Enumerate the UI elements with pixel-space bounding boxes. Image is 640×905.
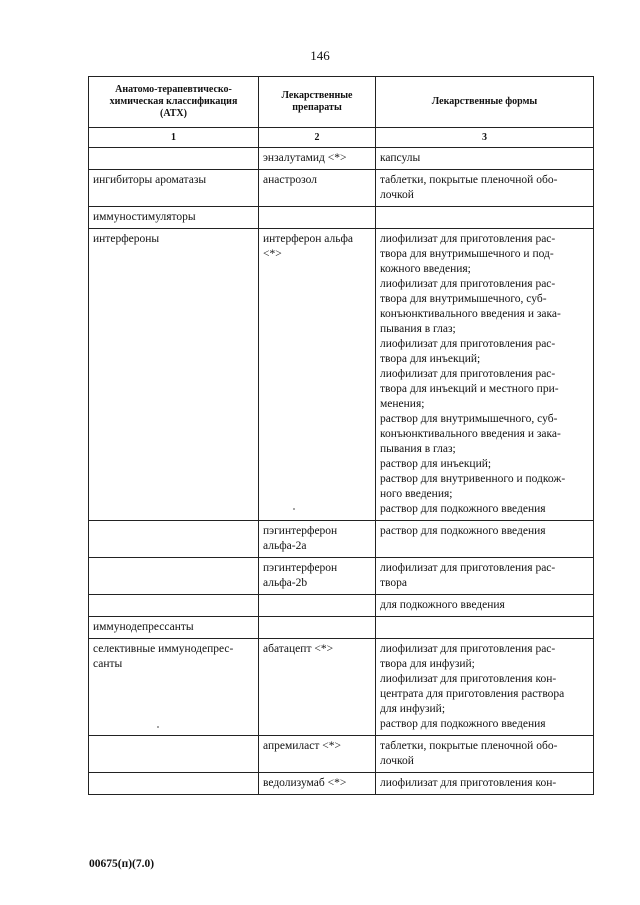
- cell-drug: энзалутамид <*>: [259, 148, 376, 170]
- scan-speck: [157, 726, 159, 728]
- table-row: [89, 736, 594, 773]
- cell-forms: для подкожного введения: [376, 595, 594, 617]
- cell-drug: [259, 595, 376, 617]
- cell-drug: абатацепт <*>: [259, 639, 376, 736]
- header-drugs: Лекарственные препараты: [259, 77, 376, 128]
- table-row: [89, 229, 594, 521]
- cell-atx: иммуностимуляторы: [89, 207, 259, 229]
- cell-drug: [259, 207, 376, 229]
- cell-atx: [89, 521, 259, 558]
- cell-drug: анастрозол: [259, 170, 376, 207]
- column-number: 2: [259, 128, 376, 148]
- table-row: [89, 207, 594, 229]
- table-row: [89, 639, 594, 736]
- cell-atx: [89, 736, 259, 773]
- cell-forms: [376, 617, 594, 639]
- column-number-row: [89, 128, 594, 148]
- cell-drug: пэгинтерферон альфа-2b: [259, 558, 376, 595]
- cell-forms: раствор для подкожного введения: [376, 521, 594, 558]
- table-row: [89, 617, 594, 639]
- cell-forms: лиофилизат для приготовления рас- твора для внутримышечного и под- кожного введения; лиофилизат для приготовления рас- твора для внутримышечного, суб- конъюнктивального введения и зака- пывания в глаз; лиофилизат для приготовления рас- твора для инъекций; лиофилизат для приготовления рас- твора для инъекций и местного при- менения; раствор для внутримышечного, суб- конъюнктивального введения и зака- пывания в глаз; раствор для инъекций; раствор для внутривенного и подкож- ного введения; раствор для подкожного введения: [376, 229, 594, 521]
- cell-atx: [89, 558, 259, 595]
- cell-drug: апремиласт <*>: [259, 736, 376, 773]
- page-number: 146: [310, 48, 330, 63]
- cell-forms: таблетки, покрытые пленочной обо- лочкой: [376, 170, 594, 207]
- header-forms: Лекарственные формы: [376, 77, 594, 128]
- cell-atx: иммунодепрессанты: [89, 617, 259, 639]
- drug-table: [88, 76, 594, 795]
- cell-drug: интерферон альфа <*>: [259, 229, 376, 521]
- table-row: [89, 595, 594, 617]
- cell-forms: капсулы: [376, 148, 594, 170]
- header-atx: Анатомо-терапевтическо- химическая классификация (АТХ): [89, 77, 259, 128]
- cell-atx: [89, 148, 259, 170]
- table-row: [89, 558, 594, 595]
- cell-atx: [89, 595, 259, 617]
- scan-speck: [293, 508, 295, 510]
- cell-drug: ведолизумаб <*>: [259, 773, 376, 795]
- table-header-row: [89, 77, 594, 128]
- document-footer-code: 00675(п)(7.0): [89, 858, 155, 870]
- column-number: 1: [89, 128, 259, 148]
- table-row: [89, 170, 594, 207]
- table-row: [89, 521, 594, 558]
- cell-atx: ингибиторы ароматазы: [89, 170, 259, 207]
- column-number: 3: [376, 128, 594, 148]
- cell-drug: [259, 617, 376, 639]
- cell-atx: [89, 773, 259, 795]
- cell-forms: [376, 207, 594, 229]
- cell-forms: лиофилизат для приготовления кон-: [376, 773, 594, 795]
- cell-atx: интерфероны: [89, 229, 259, 521]
- cell-forms: лиофилизат для приготовления рас- твора для инфузий; лиофилизат для приготовления кон- центрата для приготовления раствора для инфузий; раствор для подкожного введения: [376, 639, 594, 736]
- table-row: [89, 773, 594, 795]
- table-row: [89, 148, 594, 170]
- cell-forms: таблетки, покрытые пленочной обо- лочкой: [376, 736, 594, 773]
- cell-drug: пэгинтерферон альфа-2а: [259, 521, 376, 558]
- cell-forms: лиофилизат для приготовления рас- твора: [376, 558, 594, 595]
- cell-atx: селективные иммунодепрес- санты: [89, 639, 259, 736]
